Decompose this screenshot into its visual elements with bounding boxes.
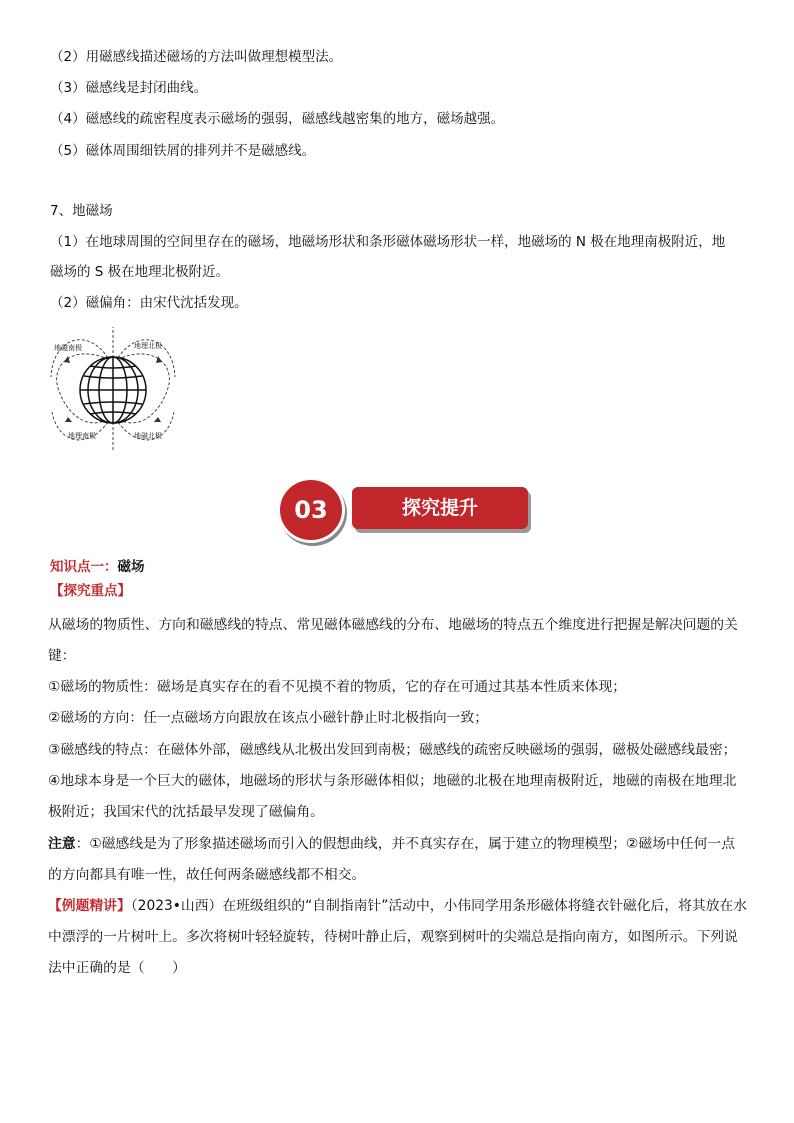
section-banner: [280, 480, 530, 540]
section-7-title: 7、地磁场: [50, 203, 113, 219]
figure-label-geographic-south: 地理南极: [68, 432, 96, 440]
note-paragraph: [48, 829, 748, 891]
figure-label-geomagnetic-north: 地磁北极: [134, 432, 162, 440]
banner-title: 探究提升: [352, 487, 528, 529]
item-5: （5）磁体周围细铁屑的排列并不是磁感线。: [50, 143, 316, 159]
item-4: （4）磁感线的疏密程度表示磁场的强弱，磁感线越密集的地方，磁场越强。: [50, 111, 505, 127]
section-7-item-2: （2）磁偏角：由宋代沈括发现。: [50, 295, 248, 311]
note-label: 注意: [48, 836, 76, 852]
example-text: （2023•山西）在班级组织的“自制指南针”活动中，小伟同学用条形磁体将缝衣针磁化后，将其放在水中漂浮的一片树叶上。多次将树叶轻轻旋转，待树叶静止后，观察到树叶的尖端总是指向南方，如图所示。下列说法中正确的是（ ）: [48, 898, 748, 976]
figure-label-geographic-north: 地理北极: [134, 342, 162, 350]
point-3: ③磁感线的特点：在磁体外部，磁感线从北极出发回到南极；磁感线的疏密反映磁场的强弱，磁极处磁感线最密；: [48, 742, 737, 758]
point-2: ②磁场的方向：任一点磁场方向跟放在该点小磁针静止时北极指向一致；: [48, 710, 489, 726]
knowledge-point: [50, 558, 145, 576]
earth-magnetic-field-figure: [48, 322, 178, 454]
section-7-item-1-line-2: 磁场的 S 极在地理北极附近。: [50, 264, 230, 280]
point-1: ①磁场的物质性：磁场是真实存在的看不见摸不着的物质，它的存在可通过其基本性质来体现；: [48, 679, 627, 695]
point-4: ④地球本身是一个巨大的磁体，地磁场的形状与条形磁体相似；地磁的北极在地理南极附近，地磁的南极在地理北极附近；我国宋代的沈括最早发现了磁偏角。: [48, 773, 737, 820]
knowledge-point-title: 磁场: [117, 559, 145, 575]
example-label: 【例题精讲】: [48, 898, 131, 914]
intro-paragraph: 从磁场的物质性、方向和磁感线的特点、常见磁体磁感线的分布、地磁场的特点五个维度进行把握是解决问题的关键：: [48, 617, 738, 664]
figure-label-geomagnetic-south: 地磁南极: [54, 344, 82, 352]
knowledge-point-label: 知识点一：: [50, 559, 118, 575]
key-points-label: 【探究重点】: [50, 583, 131, 599]
banner-number: 03: [280, 480, 342, 540]
section-7-item-1-line-1: （1）在地球周围的空间里存在的磁场，地磁场形状和条形磁体磁场形状一样，地磁场的 N 极在地理南极附近，地: [50, 234, 726, 250]
example-paragraph: [48, 891, 748, 984]
item-2: （2）用磁感线描述磁场的方法叫做理想模型法。: [50, 49, 343, 65]
note-text: ：①磁感线是为了形象描述磁场而引入的假想曲线，并不真实存在，属于建立的物理模型；②磁场中任何一点的方向都具有唯一性，故任何两条磁感线都不相交。: [48, 836, 735, 883]
item-3: （3）磁感线是封闭曲线。: [50, 80, 208, 96]
